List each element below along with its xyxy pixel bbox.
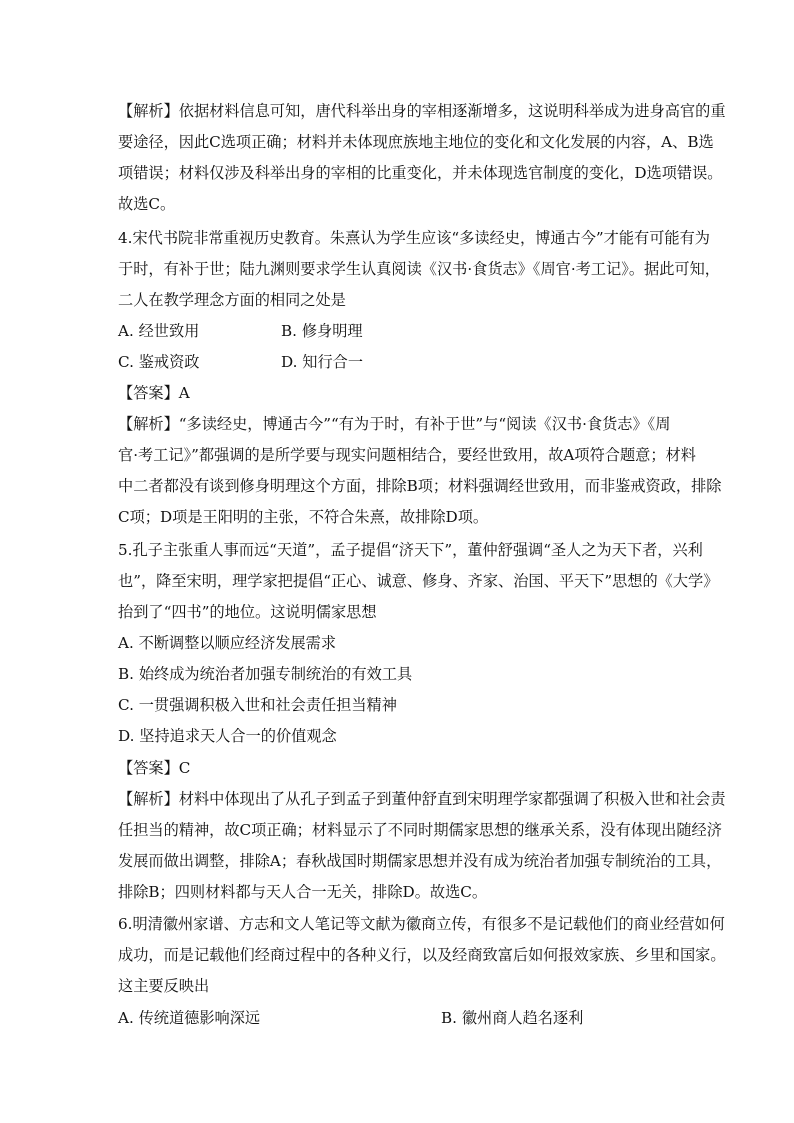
q3-analysis-line-1: 【解析】依据材料信息可知，唐代科举出身的宰相逐渐增多，这说明科举成为进身高官的重 — [118, 102, 726, 120]
q4-analysis-line-2: 官·考工记》”都强调的是所学要与现实问题相结合，要经世致用，故A项符合题意；材料 — [118, 446, 696, 464]
q5-analysis-line-3: 发展而做出调整，排除A；春秋战国时期儒家思想并没有成为统治者加强专制统治的工具， — [118, 852, 722, 870]
q5-stem-line-3: 抬到了“四书”的地位。这说明儒家思想 — [118, 603, 377, 621]
q5-option-a: A. 不断调整以顺应经济发展需求 — [118, 634, 337, 652]
q3-analysis-line-3: 项错误；材料仅涉及科举出身的宰相的比重变化，并未体现选官制度的变化，D选项错误。 — [118, 164, 723, 182]
q5-analysis-line-1: 【解析】材料中体现出了从孔子到孟子到董仲舒直到宋明理学家都强调了积极入世和社会责 — [118, 790, 726, 808]
q5-stem-line-1: 5.孔子主张重人事而远“天道”，孟子提倡“济天下”，董仲舒强调“圣人之为天下者，兴利 — [118, 541, 703, 559]
q4-stem-line-3: 二人在教学理念方面的相同之处是 — [118, 291, 346, 309]
q5-analysis-line-2: 任担当的精神，故C项正确；材料显示了不同时期儒家思想的继承关系，没有体现出随经济 — [118, 821, 722, 839]
q4-stem-line-2: 于时，有补于世；陆九渊则要求学生认真阅读《汉书·食货志》《周官·考工记》。据此可知， — [118, 260, 720, 278]
q4-option-a: A. 经世致用 — [118, 322, 200, 340]
q4-option-c: C. 鉴戒资政 — [118, 353, 200, 371]
q6-option-a: A. 传统道德影响深远 — [118, 1009, 261, 1027]
q4-stem-line-1: 4.宋代书院非常重视历史教育。朱熹认为学生应该“多读经史，博通古今”才能有可能有为 — [118, 229, 710, 247]
q4-analysis-line-4: C项；D项是王阳明的主张，不符合朱熹，故排除D项。 — [118, 508, 489, 526]
q5-answer: 【答案】C — [118, 759, 191, 777]
q3-analysis-line-4: 故选C。 — [118, 195, 176, 213]
q6-stem-line-3: 这主要反映出 — [118, 977, 210, 995]
q5-option-b: B. 始终成为统治者加强专制统治的有效工具 — [118, 665, 413, 683]
q3-analysis-tag: 【解析】 — [118, 102, 179, 120]
q6-stem-line-1: 6.明清徽州家谱、方志和文人笔记等文献为徽商立传，有很多不是记载他们的商业经营如何 — [118, 915, 725, 933]
q6-option-b: B. 徽州商人趋名逐利 — [441, 1009, 584, 1027]
q5-option-c: C. 一贯强调积极入世和社会责任担当精神 — [118, 696, 397, 714]
q4-analysis-line-1: 【解析】“多读经史，博通古今”“有为于时，有补于世”与“阅读《汉书·食货志》《周 — [118, 415, 671, 433]
q4-option-d: D. 知行合一 — [281, 353, 364, 371]
q5-analysis-line-4: 排除B；四则材料都与天人合一无关，排除D。故选C。 — [118, 883, 488, 901]
q4-analysis-line-3: 中二者都没有谈到修身明理这个方面，排除B项；材料强调经世致用，而非鉴戒资政，排除 — [118, 477, 722, 495]
q5-option-d: D. 坚持追求天人合一的价值观念 — [118, 727, 337, 745]
q6-stem-line-2: 成功，而是记载他们经商过程中的各种义行，以及经商致富后如何报效家族、乡里和国家。 — [118, 946, 726, 964]
q5-stem-line-2: 也”，降至宋明，理学家把提倡“正心、诚意、修身、齐家、治国、平天下”思想的《大学》 — [118, 572, 719, 590]
q4-option-b: B. 修身明理 — [281, 322, 363, 340]
q3-analysis-line-2: 要途径，因此C选项正确；材料并未体现庶族地主地位的变化和文化发展的内容，A、B选 — [118, 133, 714, 151]
q4-answer: 【答案】A — [118, 384, 190, 402]
